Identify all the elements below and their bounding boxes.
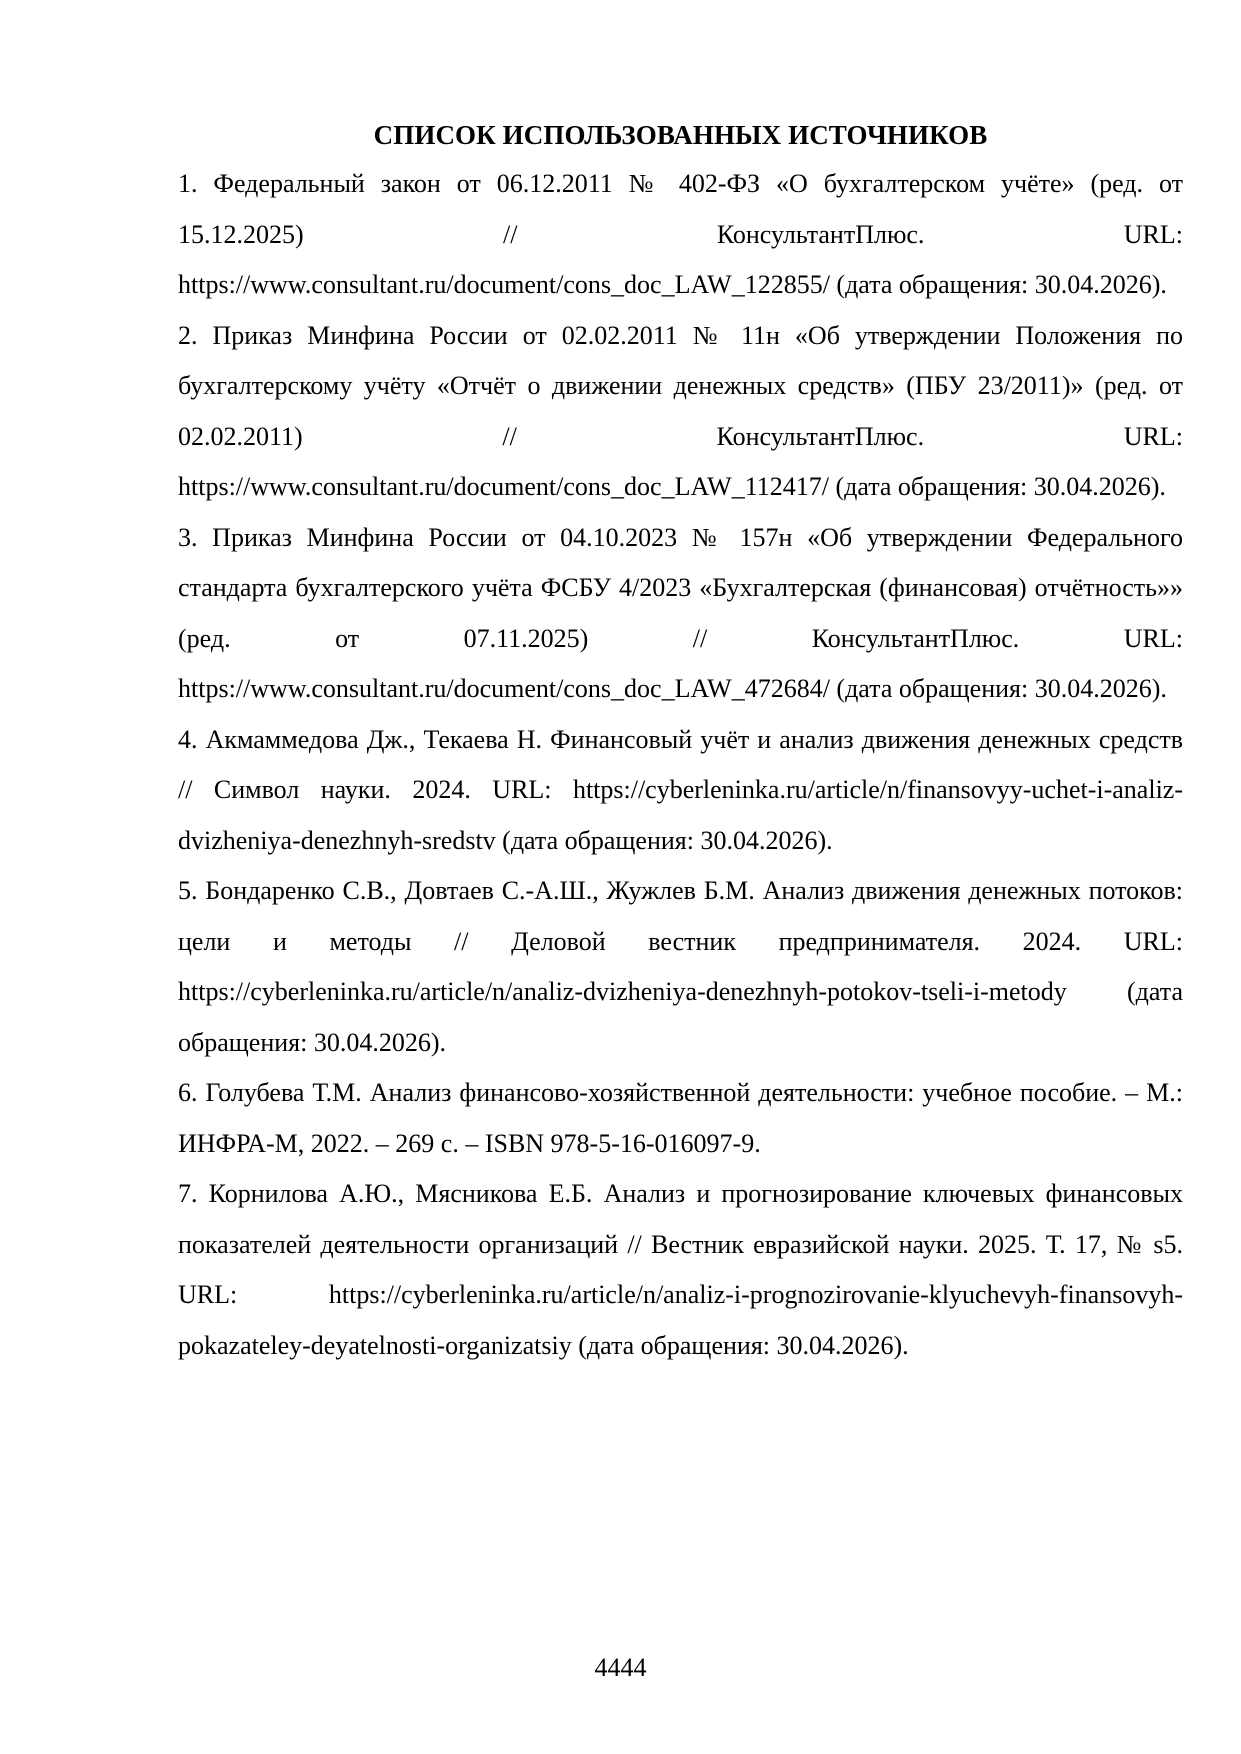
page-title: СПИСОК ИСПОЛЬЗОВАННЫХ ИСТОЧНИКОВ	[373, 120, 988, 150]
reference-item-2: 2. Приказ Минфина России от 02.02.2011 № 11н «Об утверждении Положения по бухгалтерскому учёту «Отчёт о движении денежных средств» (ПБУ 23/2011)» (ред. от 02.02.2011) // КонсультантПлюс. URL: https://www.consultant.ru/document/cons_doc_LAW_112417/ (дата обращения: 30.04.2026).	[178, 320, 1183, 501]
reference-item-1: 1. Федеральный закон от 06.12.2011 № 402-ФЗ «О бухгалтерском учёте» (ред. от 15.12.2025) // КонсультантПлюс. URL: https://www.consultant.ru/document/cons_doc_LAW_122855/ (дата обращения: 30.04.2026).	[178, 169, 1183, 299]
page-number: 4444	[594, 1653, 647, 1682]
reference-item-3: 3. Приказ Минфина России от 04.10.2023 № 157н «Об утверждении Федерального стандарта бухгалтерского учёта ФСБУ 4/2023 «Бухгалтерская (финансовая) отчётность»» (ред. от 07.11.2025) // КонсультантПлюс. URL: https://www.consultant.ru/document/cons_doc_LAW_472684/ (дата обращения: 30.04.2026).	[178, 522, 1183, 703]
reference-item-5: 5. Бондаренко С.В., Довтаев С.-А.Ш., Жужлев Б.М. Анализ движения денежных потоков: цели и методы // Деловой вестник предпринимателя. 2024. URL: https://cyberleninka.ru/article/n/analiz-dvizheniya-denezhnyh-potokov-tseli-i-metody (дата обращения: 30.04.2026).	[178, 876, 1183, 1057]
reference-item-4: 4. Акмаммедова Дж., Текаева Н. Финансовый учёт и анализ движения денежных средств // Символ науки. 2024. URL: https://cyberleninka.ru/article/n/finansovyy-uchet-i-analiz-dvizheniya-denezhnyh-sredstv (дата обращения: 30.04.2026).	[178, 724, 1183, 855]
reference-item-7: 7. Корнилова А.Ю., Мясникова Е.Б. Анализ и прогнозирование ключевых финансовых показателей деятельности организаций // Вестник евразийской науки. 2025. Т. 17, № s5. URL: https://cyberleninka.ru/article/n/analiz-i-prognozirovanie-klyuchevyh-finansovyh-pokazateley-deyatelnosti-organizatsiy (дата обращения: 30.04.2026).	[178, 1179, 1183, 1360]
reference-list	[178, 159, 1183, 1371]
reference-item-6: 6. Голубева Т.М. Анализ финансово-хозяйственной деятельности: учебное пособие. – М.: ИНФРА-М, 2022. – 269 с. – ISBN 978-5-16-016097-9.	[178, 1078, 1183, 1158]
page-content	[178, 115, 1183, 1371]
